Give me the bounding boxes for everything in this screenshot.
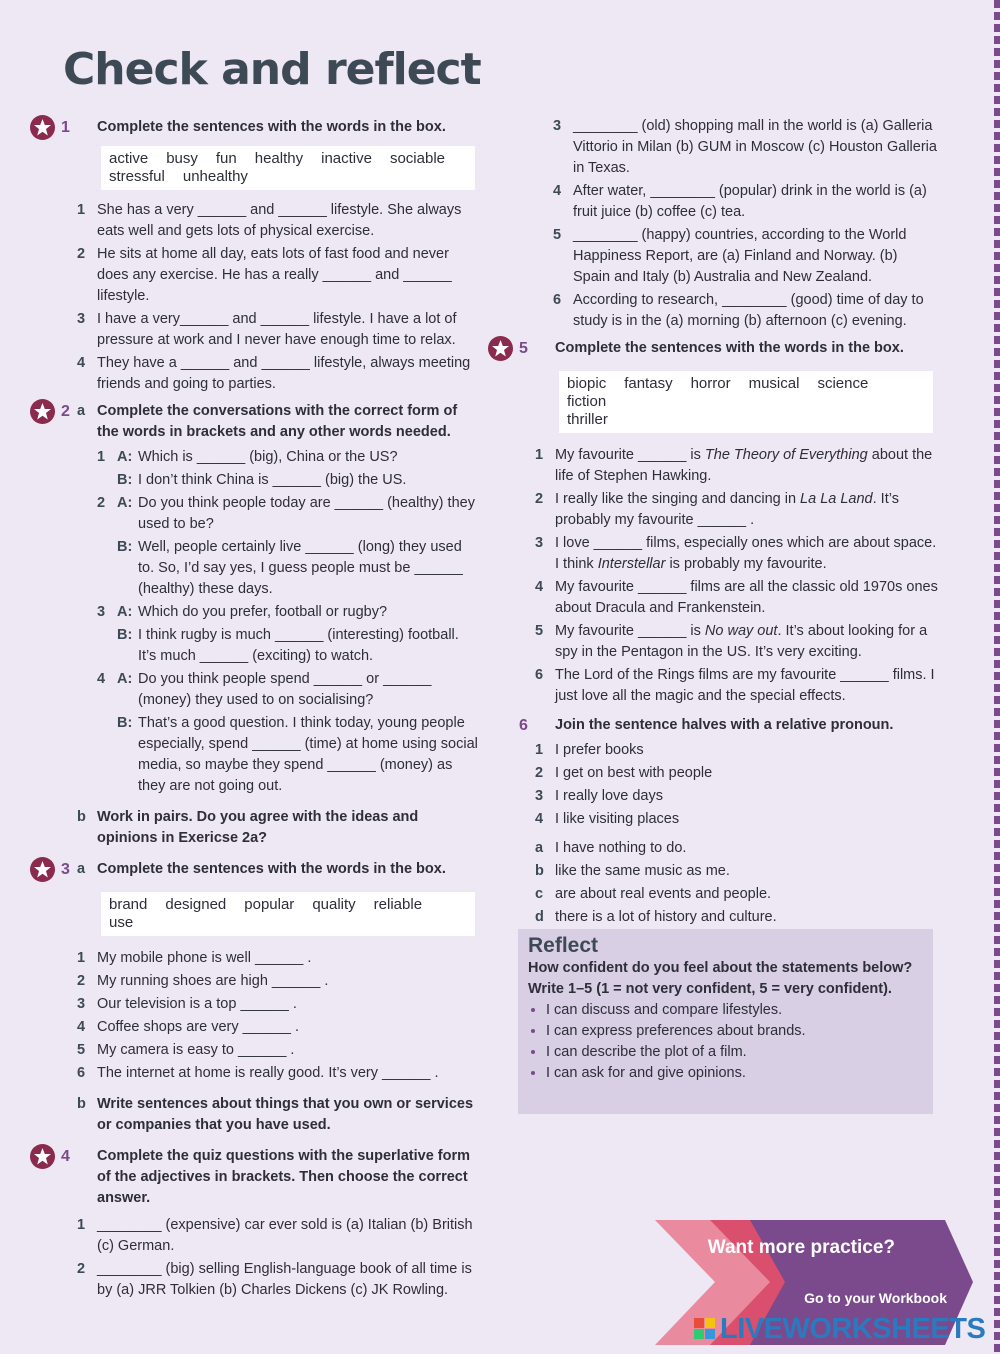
gap-sentence[interactable]: Do you think people spend ______ or ______ (money) they used to on socialising? — [138, 671, 432, 708]
exercise-instruction: Complete the quiz questions with the superlative form of the adjectives in brackets. Then choose the correct answer. — [97, 1148, 471, 1206]
list-item: 4 They have a ______ and ______ lifestyle, always meeting friends and going to parties. — [77, 355, 471, 392]
item-list — [535, 445, 938, 707]
promo-subtitle: Go to your Workbook — [804, 1290, 947, 1306]
film-title: The Theory of Everything — [704, 447, 868, 463]
exercise-number: 2 — [61, 403, 70, 420]
sentence-half: I have nothing to do. — [555, 840, 687, 856]
word-box-item: use — [109, 914, 134, 931]
page-edge — [994, 0, 1000, 1354]
word-box-item: healthy — [254, 150, 304, 167]
reflect-heading: Reflect — [528, 934, 599, 957]
conversation-list — [97, 447, 480, 797]
word-box — [101, 146, 475, 190]
list-item: 1 My favourite ______ is The Theory of Everything about the life of Stephen Hawking. — [535, 447, 933, 484]
list-item: 2 ________ (big) selling English-language book of all time is by (a) JRR Tolkien (b) Charles Dickens (c) JK Rowling. — [77, 1261, 472, 1298]
gap-sentence[interactable]: Do you think people today are ______ (healthy) they used to be? — [138, 495, 475, 532]
list-item[interactable]: 1 I prefer books — [535, 742, 644, 758]
sentence-end[interactable]: . It’s probably my favourite ______ . — [555, 491, 899, 528]
dialogue-line: 1 A: Which is ______ (big), China or the US? — [97, 449, 398, 465]
reflect-box — [518, 929, 933, 1114]
word-box — [101, 892, 475, 936]
film-title: No way out — [704, 623, 778, 639]
exercise-part-label: a — [77, 403, 86, 419]
dialogue-line: B: That’s a good question. I think today, young people especially, spend ______ (time) at home using social media, so maybe they spend ______ (money) as they are not going out. — [117, 715, 478, 794]
reflect-statement: • I can express preferences about brands. — [546, 1021, 923, 1042]
gap-sentence[interactable]: She has a very ______ and ______ lifestyle. She always eats well and gets lots of physical exercise. — [97, 202, 462, 239]
gap-sentence[interactable]: The internet at home is really good. It’s very ______ . — [97, 1065, 439, 1081]
reflect-list — [528, 1000, 923, 1084]
word-box-item: designed — [165, 896, 227, 913]
exercise-5 — [488, 338, 938, 707]
exercise-1 — [30, 117, 480, 395]
exercise-2 — [30, 401, 480, 797]
sentence-half: are about real events and people. — [555, 886, 772, 902]
exercise-2b — [30, 807, 480, 849]
word-box-item: sociable — [389, 150, 446, 167]
exercise-number: 5 — [519, 340, 528, 357]
gap-sentence[interactable]: He sits at home all day, eats lots of fast food and never does any exercise. He has a really ______ and ______ lifestyle. — [97, 246, 452, 304]
gap-sentence[interactable]: Which is ______ (big), China or the US? — [138, 449, 398, 465]
word-box-item: biopic — [567, 375, 607, 392]
exercise-number: 3 — [61, 861, 70, 878]
word-box-item: musical — [748, 375, 800, 392]
gap-sentence[interactable]: Well, people certainly live ______ (long) they used to. So, I’d say yes, I guess people must be ______ (healthy) these days. — [138, 539, 463, 597]
gap-sentence[interactable]: My favourite ______ is — [555, 447, 705, 463]
gap-sentence[interactable]: I don’t think China is ______ (big) the US. — [138, 472, 407, 488]
list-item[interactable]: b like the same music as me. — [535, 863, 730, 879]
list-item: 4 Coffee shops are very ______ . — [77, 1019, 300, 1035]
list-item[interactable]: c are about real events and people. — [535, 886, 772, 902]
gap-sentence[interactable]: They have a ______ and ______ lifestyle, always meeting friends and going to parties. — [97, 355, 471, 392]
word-box-item: popular — [244, 896, 295, 913]
exercise-instruction: Write sentences about things that you own or services or companies that you have used. — [97, 1096, 474, 1133]
word-box-item: horror — [690, 375, 731, 392]
exercise-number: 4 — [61, 1148, 70, 1165]
exercise-4 — [30, 1146, 480, 1301]
reflect-statement: • I can discuss and compare lifestyles. — [546, 1000, 923, 1021]
sentence-end: . It’s about looking for a spy in the Pentagon in the US. It’s very exciting. — [555, 623, 928, 660]
list-item: 3 I love ______ films, especially ones which are about space. I think Interstellar is probably my favourite. — [535, 535, 937, 572]
sentence-end: about the life of Stephen Hawking. — [555, 447, 933, 484]
word-box-item: thriller — [567, 411, 608, 428]
reflect-question: How confident do you feel about the statements below? Write 1–5 (1 = not very confident, 5 = very confident). — [528, 960, 913, 997]
exercise-part-label: b — [77, 809, 86, 825]
sentence-half: there is a lot of history and culture. — [555, 909, 777, 925]
item-list — [77, 948, 480, 1084]
list-item: 4 My favourite ______ films are all the classic old 1970s ones about Dracula and Frankenstein. — [535, 579, 938, 616]
exercise-instruction: Complete the sentences with the words in the box. — [555, 340, 904, 356]
exercise-instruction: Join the sentence halves with a relative pronoun. — [555, 717, 894, 733]
star-icon — [30, 115, 55, 140]
gap-sentence[interactable]: ________ (old) shopping mall in the world is (a) Galleria Vittorio in Milan (b) GUM in Moscow (c) Houston Galleria in Texas. — [573, 118, 937, 176]
list-item: 4 After water, ________ (popular) drink in the world is (a) fruit juice (b) coffee (c) tea. — [553, 183, 927, 220]
gap-sentence[interactable]: ________ (happy) countries, according to the World Happiness Report, are (a) Finland and Norway. (b) Spain and Italy (b) Australia and New Zealand. — [573, 227, 907, 285]
gap-sentence[interactable]: Our television is a top ______ . — [97, 996, 297, 1012]
exercise-instruction: Work in pairs. Do you agree with the ideas and opinions in Exericse 2a? — [97, 809, 419, 846]
gap-sentence[interactable]: My camera is easy to ______ . — [97, 1042, 295, 1058]
star-icon — [30, 857, 55, 882]
list-item: 1 She has a very ______ and ______ lifestyle. She always eats well and gets lots of physical exercise. — [77, 202, 462, 239]
gap-sentence[interactable]: ________ (expensive) car ever sold is (a) Italian (b) British (c) German. — [97, 1217, 473, 1254]
dialogue-line: B: I don’t think China is ______ (big) the US. — [117, 472, 407, 488]
list-item: 3 ________ (old) shopping mall in the world is (a) Galleria Vittorio in Milan (b) GUM in Moscow (c) Houston Galleria in Texas. — [553, 118, 937, 176]
gap-sentence[interactable]: My favourite ______ films are all the classic old 1970s ones about Dracula and Frankenstein. — [555, 579, 938, 616]
exercise-number: 1 — [61, 119, 70, 136]
item-list — [553, 116, 938, 332]
exercise-3 — [30, 859, 480, 1084]
sentence-half: like the same music as me. — [555, 863, 730, 879]
list-item: 3 I have a very______ and ______ lifestyle. I have a lot of pressure at work and I never have enough time to relax. — [77, 311, 457, 348]
star-icon — [30, 1144, 55, 1169]
page-title: Check and reflect — [63, 44, 481, 95]
dialogue-line: 4 A: Do you think people spend ______ or ______ (money) they used to on socialising? — [97, 671, 432, 708]
list-item: 2 My running shoes are high ______ . — [77, 973, 329, 989]
dialogue-line: 3 A: Which do you prefer, football or rugby? — [97, 604, 388, 620]
dialogue-line: 2 A: Do you think people today are ______ (healthy) they used to be? — [97, 495, 475, 532]
word-box — [559, 371, 933, 433]
list-item: 6 According to research, ________ (good) time of day to study is in the (a) morning (b) afternoon (c) evening. — [553, 292, 924, 329]
gap-sentence[interactable]: I have a very______ and ______ lifestyle. I have a lot of pressure at work and I never have enough time to relax. — [97, 311, 457, 348]
dialogue-line: B: I think rugby is much ______ (interesting) football. It’s much ______ (exciting) to watch. — [117, 627, 459, 664]
exercise-instruction: Complete the sentences with the words in the box. — [97, 119, 446, 135]
list-item[interactable]: 2 I get on best with people — [535, 765, 713, 781]
word-box-item: brand — [109, 896, 148, 913]
list-item: 5 My favourite ______ is No way out. It’s about looking for a spy in the Pentagon in the US. It’s very exciting. — [535, 623, 928, 660]
gap-sentence: Which do you prefer, football or rugby? — [138, 604, 388, 620]
word-box-item: stressful — [109, 168, 165, 185]
gap-sentence[interactable]: According to research, ________ (good) time of day to study is in the (a) morning (b) afternoon (c) evening. — [573, 292, 924, 329]
gap-sentence[interactable]: The Lord of the Rings films are my favourite ______ films. I just love all the magic and the special effects. — [555, 667, 935, 704]
star-icon — [488, 336, 513, 361]
exercise-part-label: b — [77, 1096, 86, 1112]
list-item: 6 The Lord of the Rings films are my favourite ______ films. I just love all the magic and the special effects. — [535, 667, 935, 704]
word-box-item: active — [109, 150, 149, 167]
item-list — [77, 200, 480, 395]
sentence-half: I like visiting places — [555, 811, 680, 827]
exercise-instruction: Complete the conversations with the correct form of the words in brackets and any other words needed. — [97, 403, 458, 440]
sentence-half: I get on best with people — [555, 765, 713, 781]
sentence-half: I prefer books — [555, 742, 644, 758]
dialogue-line: B: Well, people certainly live ______ (long) they used to. So, I’d say yes, I guess people must be ______ (healthy) these days. — [117, 539, 463, 597]
reflect-statement: • I can ask for and give opinions. — [546, 1063, 923, 1084]
word-box-item: inactive — [321, 150, 372, 167]
list-item: 1 ________ (expensive) car ever sold is (a) Italian (b) British (c) German. — [77, 1217, 473, 1254]
sentence-half: I really love days — [555, 788, 663, 804]
list-item[interactable]: 4 I like visiting places — [535, 811, 680, 827]
exercise-part-label: a — [77, 861, 86, 877]
gap-sentence[interactable]: I love ______ films, especially ones which are about space. I think — [555, 535, 937, 572]
word-box-item: busy — [166, 150, 198, 167]
gap-sentence[interactable]: Coffee shops are very ______ . — [97, 1019, 300, 1035]
word-box-item: fantasy — [624, 375, 673, 392]
gap-sentence[interactable]: My favourite ______ is — [555, 623, 705, 639]
list-item: 5 My camera is easy to ______ . — [77, 1042, 295, 1058]
gap-sentence[interactable]: I think rugby is much ______ (interesting) football. It’s much ______ (exciting) to watch. — [138, 627, 459, 664]
star-icon — [30, 399, 55, 424]
word-box-item: unhealthy — [182, 168, 248, 185]
list-item: 2 I really like the singing and dancing in La La Land. It’s probably my favourite ______ . — [535, 491, 899, 528]
gap-sentence[interactable]: That’s a good question. I think today, young people especially, spend ______ (time) at home using social media, so maybe they spend ______ (money) as they are not going out. — [138, 715, 478, 794]
gap-sentence[interactable]: My mobile phone is well ______ . — [97, 950, 312, 966]
watermark: LIVEWORKSHEETS — [720, 1313, 986, 1345]
list-item: 5 ________ (happy) countries, according to the World Happiness Report, are (a) Finland and Norway. (b) Spain and Italy (b) Australia and New Zealand. — [553, 227, 907, 285]
film-title: Interstellar — [597, 556, 666, 572]
film-title: La La Land — [800, 491, 873, 507]
word-box-item: reliable — [373, 896, 423, 913]
word-box-item: science fiction — [567, 375, 869, 410]
right-column — [488, 116, 938, 932]
gap-sentence[interactable]: ________ (big) selling English-language book of all time is by (a) JRR Tolkien (b) Charles Dickens (c) JK Rowling. — [97, 1261, 472, 1298]
list-item[interactable]: d there is a lot of history and culture. — [535, 909, 777, 925]
sentence-endings-list — [535, 838, 938, 928]
sentence-end: is probably my favourite. — [665, 556, 827, 572]
exercise-3b — [30, 1094, 480, 1136]
word-box-item: fun — [215, 150, 237, 167]
word-box-item: quality — [312, 896, 356, 913]
list-item: 6 The internet at home is really good. It’s very ______ . — [77, 1065, 439, 1081]
sentence-halves-list — [535, 740, 938, 830]
promo-title: Want more practice? — [707, 1237, 895, 1258]
list-item: 3 Our television is a top ______ . — [77, 996, 297, 1012]
exercise-instruction: Complete the sentences with the words in the box. — [97, 861, 446, 877]
left-column — [30, 117, 480, 1305]
exercise-6 — [488, 715, 938, 928]
gap-sentence: I really like the singing and dancing in — [555, 491, 801, 507]
list-item[interactable]: a I have nothing to do. — [535, 840, 687, 856]
gap-sentence[interactable]: My running shoes are high ______ . — [97, 973, 329, 989]
liveworksheets-logo-icon — [694, 1318, 716, 1340]
list-item: 2 He sits at home all day, eats lots of fast food and never does any exercise. He has a really ______ and ______ lifestyle. — [77, 246, 452, 304]
list-item: 1 My mobile phone is well ______ . — [77, 950, 312, 966]
list-item[interactable]: 3 I really love days — [535, 788, 663, 804]
exercise-number: 6 — [519, 717, 528, 734]
reflect-statement: • I can describe the plot of a film. — [546, 1042, 923, 1063]
item-list — [77, 1215, 480, 1301]
gap-sentence[interactable]: After water, ________ (popular) drink in the world is (a) fruit juice (b) coffee (c) tea. — [573, 183, 927, 220]
